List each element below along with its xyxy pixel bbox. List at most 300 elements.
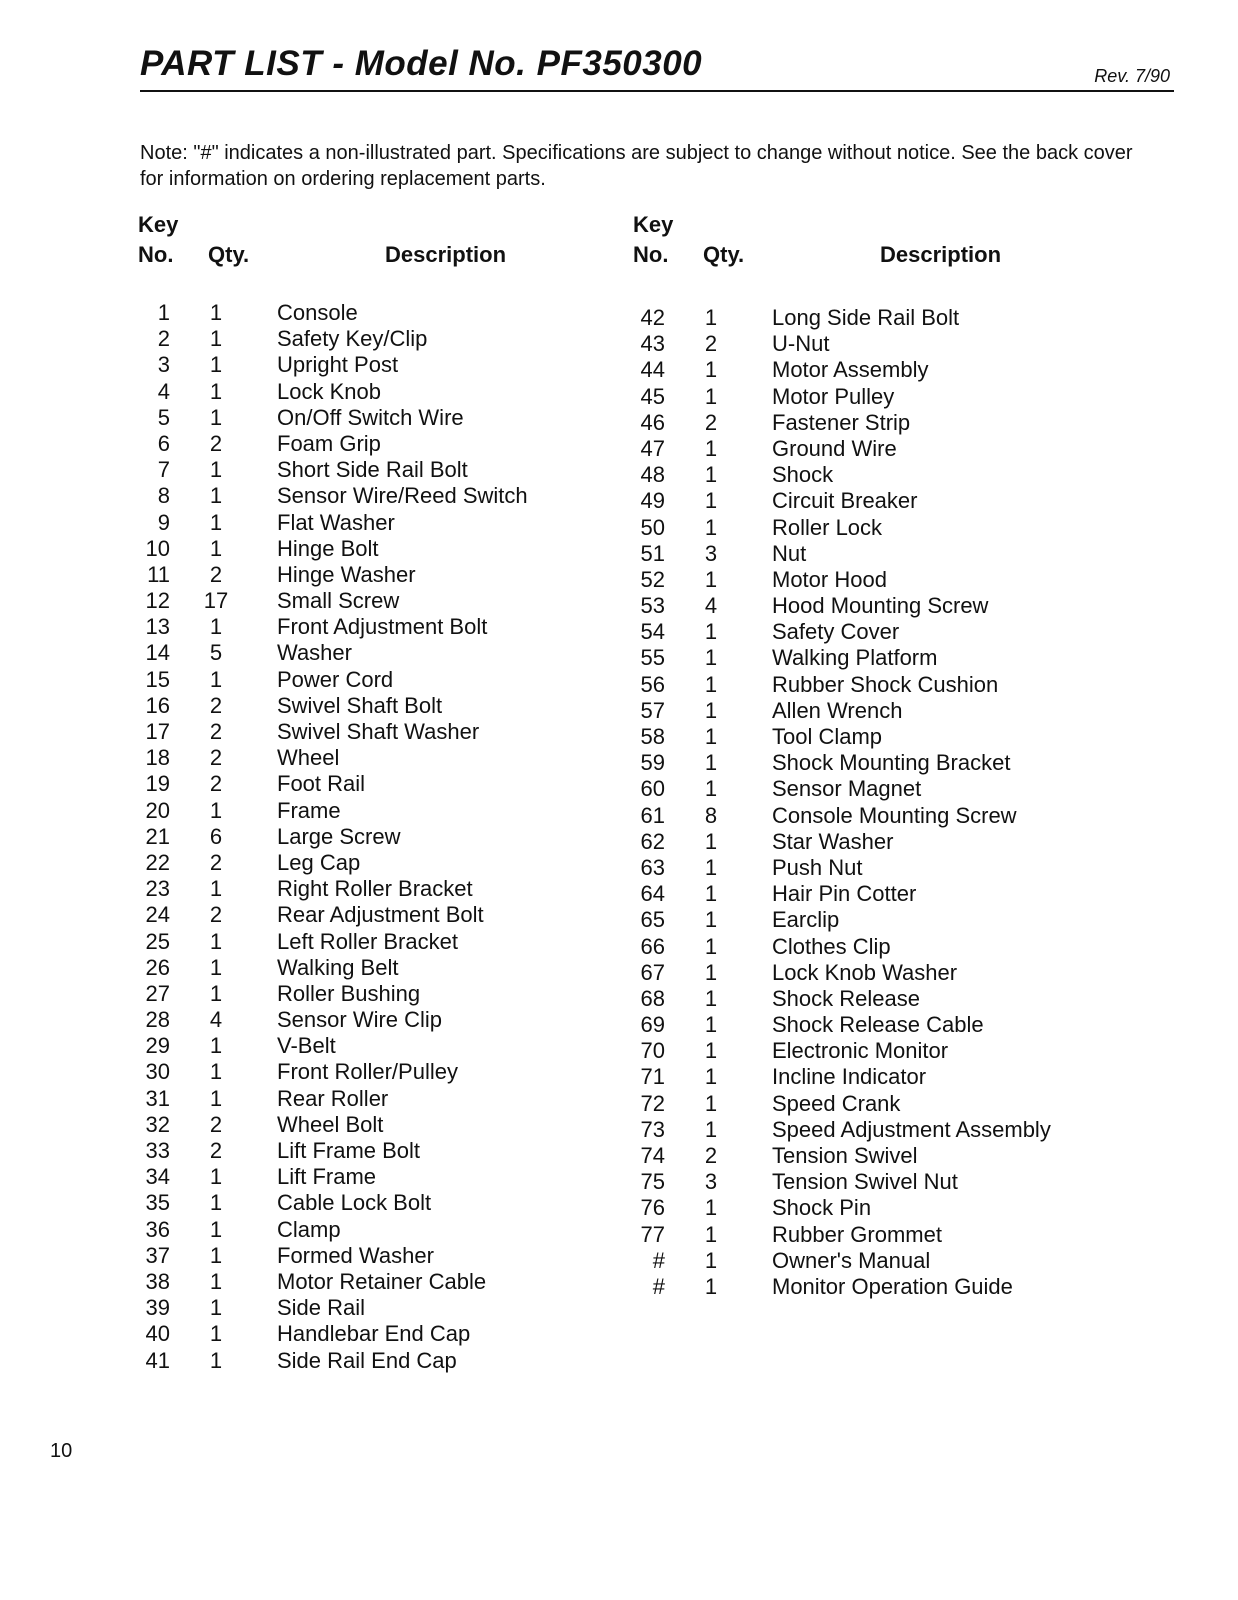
part-row	[615, 750, 1085, 776]
part-description: Frame	[277, 797, 341, 823]
part-qty: 5	[209, 640, 223, 666]
part-row	[615, 331, 1085, 357]
part-qty: 1	[704, 697, 718, 723]
part-description: Safety Key/Clip	[277, 326, 428, 352]
part-description: Clothes Clip	[772, 933, 891, 959]
part-row	[120, 405, 590, 431]
part-qty: 2	[209, 430, 223, 456]
part-description: Sensor Wire Clip	[277, 1007, 443, 1033]
part-key-no: 5	[157, 404, 170, 430]
part-description: Tool Clamp	[772, 724, 883, 749]
part-row	[120, 955, 590, 981]
part-qty: 1	[704, 1195, 718, 1221]
part-row	[120, 1138, 590, 1164]
part-qty: 1	[209, 1190, 223, 1216]
part-description: Allen Wrench	[772, 697, 903, 723]
part-key-no: 66	[640, 933, 665, 959]
part-description: Swivel Shaft Washer	[277, 719, 480, 744]
part-qty: 1	[704, 645, 718, 671]
part-qty: 1	[704, 907, 718, 933]
part-qty: 17	[203, 588, 229, 614]
part-qty: 1	[209, 326, 223, 352]
part-row	[615, 305, 1085, 331]
part-key-no: 69	[640, 1012, 665, 1038]
part-qty: 1	[209, 404, 223, 430]
part-row	[615, 1038, 1085, 1064]
note-text: Note: "#" indicates a non-illustrated part. Specifications are subject to change without notice. See the back cover for information on ordering replacement parts.	[140, 142, 1133, 190]
part-row	[120, 1190, 590, 1216]
part-description: Side Rail End Cap	[277, 1347, 457, 1373]
part-description: Clamp	[277, 1216, 341, 1242]
part-description: On/Off Switch Wire	[277, 404, 464, 430]
part-qty: 1	[704, 828, 718, 854]
part-key-no: 65	[640, 907, 665, 933]
part-key-no: 3	[157, 352, 170, 378]
part-row	[615, 1248, 1085, 1274]
part-row	[615, 384, 1085, 410]
part-qty: 1	[704, 959, 718, 985]
part-row	[120, 562, 590, 588]
part-description: Leg Cap	[277, 849, 361, 875]
part-row	[615, 829, 1085, 855]
part-qty: 1	[209, 1033, 223, 1059]
part-qty: 1	[209, 1242, 223, 1268]
part-qty: 1	[704, 1090, 718, 1116]
part-description: U-Nut	[772, 331, 830, 357]
part-qty: 1	[209, 1268, 223, 1294]
part-key-no: 72	[640, 1090, 665, 1116]
part-qty: 1	[704, 1038, 718, 1064]
part-row	[120, 876, 590, 902]
part-row	[615, 1091, 1085, 1117]
part-qty: 1	[209, 666, 223, 692]
part-description: Short Side Rail Bolt	[277, 457, 468, 483]
part-description: Motor Pulley	[772, 383, 895, 409]
part-key-no: 74	[640, 1143, 665, 1168]
part-qty: 1	[704, 985, 718, 1011]
part-description: Sensor Wire/Reed Switch	[277, 483, 528, 509]
part-row	[615, 357, 1085, 383]
part-key-no: 44	[640, 357, 665, 383]
part-row	[120, 902, 590, 928]
part-row	[120, 588, 590, 614]
part-description: Long Side Rail Bolt	[772, 305, 960, 330]
part-key-no: 50	[640, 514, 665, 540]
part-row	[120, 1269, 590, 1295]
part-key-no: 24	[145, 902, 170, 928]
part-qty: 1	[209, 535, 223, 561]
part-row	[120, 981, 590, 1007]
part-key-no: 52	[640, 566, 665, 592]
part-row	[615, 698, 1085, 724]
part-qty: 1	[704, 671, 718, 697]
part-qty: 3	[704, 1169, 718, 1195]
part-description: Monitor Operation Guide	[772, 1273, 1013, 1299]
parts-list-right	[615, 305, 1085, 1300]
part-row	[120, 929, 590, 955]
part-key-no: 60	[640, 776, 665, 802]
part-description: Swivel Shaft Bolt	[277, 692, 443, 718]
description-header: Description	[880, 242, 1002, 267]
part-qty: 1	[209, 457, 223, 483]
part-row	[120, 536, 590, 562]
part-key-no: 31	[145, 1085, 170, 1111]
part-row	[120, 352, 590, 378]
part-qty: 1	[704, 1116, 718, 1142]
part-qty: 2	[704, 409, 718, 435]
part-row	[615, 462, 1085, 488]
part-row	[615, 1012, 1085, 1038]
part-description: Flat Washer	[277, 509, 395, 535]
part-qty: 1	[209, 1059, 223, 1085]
part-row	[615, 986, 1085, 1012]
part-row	[615, 593, 1085, 619]
part-key-no: 7	[157, 457, 170, 483]
part-row	[120, 300, 590, 326]
part-key-no: 62	[640, 828, 665, 854]
part-qty: 1	[209, 1347, 223, 1373]
part-key-no: 45	[640, 383, 665, 409]
part-key-no: 63	[640, 854, 665, 880]
part-key-no: 41	[145, 1347, 170, 1373]
part-key-no: 15	[145, 666, 170, 692]
part-row	[120, 850, 590, 876]
part-key-no: 19	[145, 771, 170, 797]
part-description: Hinge Bolt	[277, 535, 379, 561]
part-row	[615, 645, 1085, 671]
part-qty: 2	[209, 745, 223, 771]
part-description: Electronic Monitor	[772, 1038, 949, 1064]
part-row	[120, 431, 590, 457]
key-no-header: Key No.	[138, 212, 179, 267]
part-qty: 1	[704, 1012, 718, 1038]
part-key-no: 6	[157, 430, 170, 456]
part-qty: 1	[209, 614, 223, 640]
part-key-no: 8	[157, 483, 170, 509]
part-qty: 1	[704, 566, 718, 592]
part-key-no: 30	[145, 1059, 170, 1085]
part-qty: 1	[704, 619, 718, 645]
part-qty: 2	[209, 1138, 223, 1163]
part-description: Rubber Shock Cushion	[772, 671, 999, 697]
part-qty: 1	[209, 1321, 223, 1347]
part-description: Front Roller/Pulley	[277, 1059, 458, 1085]
part-qty: 1	[704, 881, 718, 907]
part-description: Hair Pin Cotter	[772, 881, 917, 907]
part-key-no: 57	[640, 697, 665, 723]
part-row	[120, 719, 590, 745]
part-row	[120, 614, 590, 640]
part-key-no: 26	[145, 954, 170, 980]
page-header	[140, 44, 1174, 92]
part-description: Lock Knob	[277, 378, 381, 404]
part-row	[120, 824, 590, 850]
part-key-no: 13	[145, 614, 170, 640]
part-row	[615, 436, 1085, 462]
part-row	[615, 672, 1085, 698]
part-key-no: 37	[145, 1242, 170, 1268]
part-key-no: 54	[640, 619, 665, 645]
part-description: Wheel Bolt	[277, 1111, 384, 1137]
parts-column-left	[120, 210, 590, 1374]
part-key-no: 43	[640, 331, 665, 357]
part-qty: 1	[209, 352, 223, 378]
part-row	[120, 1059, 590, 1085]
part-qty: 2	[209, 719, 223, 744]
part-description: Rear Adjustment Bolt	[277, 902, 484, 928]
part-key-no: 61	[640, 802, 665, 828]
part-description: Lift Frame	[277, 1164, 377, 1190]
part-description: Owner's Manual	[772, 1247, 931, 1273]
key-no-header: Key No.	[633, 212, 674, 267]
part-key-no: 21	[145, 823, 170, 849]
qty-header: Qty.	[208, 242, 250, 267]
part-qty: 1	[209, 797, 223, 823]
part-qty: 2	[209, 692, 223, 718]
part-row	[615, 488, 1085, 514]
part-description: Ground Wire	[772, 435, 897, 461]
part-key-no: 55	[640, 645, 665, 671]
part-key-no: 64	[640, 881, 665, 907]
part-key-no: 46	[640, 409, 665, 435]
part-qty: 1	[704, 435, 718, 461]
part-row	[615, 724, 1085, 750]
part-key-no: 11	[147, 561, 170, 587]
part-description: Left Roller Bracket	[277, 928, 458, 954]
part-row	[120, 640, 590, 666]
part-qty: 4	[704, 593, 718, 619]
part-row	[615, 1169, 1085, 1195]
part-row	[120, 483, 590, 509]
part-row	[615, 619, 1085, 645]
part-description: Motor Assembly	[772, 357, 929, 383]
part-row	[615, 1117, 1085, 1143]
parts-list-left	[120, 300, 590, 1374]
part-row	[120, 326, 590, 352]
part-qty: 2	[704, 1143, 718, 1168]
part-row	[615, 776, 1085, 802]
part-description: Large Screw	[277, 823, 401, 849]
part-description: Walking Belt	[277, 954, 399, 980]
part-row	[615, 855, 1085, 881]
part-key-no: 4	[157, 378, 170, 404]
part-row	[120, 745, 590, 771]
part-description: Incline Indicator	[772, 1064, 927, 1090]
part-row	[120, 1348, 590, 1374]
part-key-no: 20	[145, 797, 170, 823]
part-qty: 1	[209, 300, 223, 325]
part-key-no: 12	[145, 588, 170, 614]
part-description: Right Roller Bracket	[277, 876, 473, 902]
part-row	[120, 771, 590, 797]
part-qty: 1	[704, 488, 718, 514]
part-description: Washer	[277, 640, 352, 666]
part-row	[615, 567, 1085, 593]
part-qty: 1	[704, 1273, 718, 1299]
part-description: Shock Release	[772, 985, 920, 1011]
part-key-no: 16	[145, 692, 170, 718]
part-key-no: 56	[640, 671, 665, 697]
part-qty: 1	[209, 378, 223, 404]
part-description: Star Washer	[772, 828, 894, 854]
part-qty: 1	[704, 854, 718, 880]
part-row	[615, 1195, 1085, 1221]
page-number: 10	[50, 1440, 73, 1462]
part-qty: 1	[704, 933, 718, 959]
part-description: Push Nut	[772, 854, 863, 880]
part-key-no: 73	[640, 1116, 665, 1142]
part-description: Speed Crank	[772, 1090, 901, 1116]
part-key-no: 25	[145, 928, 170, 954]
part-description: Walking Platform	[772, 645, 938, 671]
part-key-no: 38	[145, 1268, 170, 1294]
part-qty: 1	[209, 928, 223, 954]
part-description: Foam Grip	[277, 430, 381, 456]
part-description: Roller Lock	[772, 514, 883, 540]
part-description: Circuit Breaker	[772, 488, 918, 514]
part-row	[615, 1274, 1085, 1300]
part-qty: 1	[704, 1064, 718, 1090]
part-key-no: 28	[145, 1007, 170, 1033]
part-description: Fastener Strip	[772, 409, 911, 435]
part-key-no: 49	[640, 488, 665, 514]
part-row	[615, 515, 1085, 541]
part-description: Side Rail	[277, 1295, 366, 1321]
part-qty: 1	[209, 1164, 223, 1190]
part-description: Motor Hood	[772, 566, 887, 592]
part-row	[120, 510, 590, 536]
part-qty: 1	[704, 724, 718, 749]
part-row	[120, 667, 590, 693]
part-description: Cable Lock Bolt	[277, 1190, 432, 1216]
part-description: V-Belt	[277, 1033, 336, 1059]
part-row	[615, 1222, 1085, 1248]
part-row	[120, 457, 590, 483]
part-description: Shock Release Cable	[772, 1012, 984, 1038]
part-key-no: 9	[157, 509, 170, 535]
part-description: Rear Roller	[277, 1085, 389, 1111]
part-qty: 3	[704, 540, 718, 566]
part-key-no: 71	[640, 1064, 665, 1090]
part-key-no: 22	[145, 849, 170, 875]
part-key-no: #	[652, 1273, 665, 1299]
part-row	[615, 934, 1085, 960]
page-title: PART LIST - Model No. PF350300	[140, 44, 703, 83]
part-row	[615, 803, 1085, 829]
part-row	[615, 410, 1085, 436]
part-qty: 1	[209, 509, 223, 535]
part-qty: 1	[704, 383, 718, 409]
part-description: Speed Adjustment Assembly	[772, 1116, 1051, 1142]
part-description: Rubber Grommet	[772, 1221, 942, 1247]
part-row	[120, 1086, 590, 1112]
part-qty: 2	[209, 561, 223, 587]
part-qty: 2	[209, 1111, 223, 1137]
part-row	[120, 1007, 590, 1033]
part-qty: 2	[209, 902, 223, 928]
part-qty: 1	[209, 1085, 223, 1111]
part-row	[615, 1064, 1085, 1090]
part-description: Upright Post	[277, 352, 399, 378]
part-key-no: 59	[640, 750, 665, 776]
part-row	[120, 1321, 590, 1347]
part-description: Power Cord	[277, 666, 394, 692]
part-description: Motor Retainer Cable	[277, 1268, 487, 1294]
part-key-no: 27	[145, 980, 170, 1006]
revision-label: Rev. 7/90	[1094, 66, 1170, 86]
qty-header: Qty.	[703, 242, 745, 267]
part-qty: 1	[704, 514, 718, 540]
part-qty: 2	[704, 331, 718, 357]
description-header: Description	[385, 242, 507, 267]
part-description: Hinge Washer	[277, 561, 416, 587]
part-description: Tension Swivel	[772, 1143, 918, 1168]
part-description: Small Screw	[277, 588, 400, 614]
part-description: Shock Mounting Bracket	[772, 750, 1011, 776]
part-key-no: 36	[145, 1216, 170, 1242]
parts-column-right	[615, 210, 1085, 1300]
part-qty: 1	[209, 980, 223, 1006]
part-key-no: 51	[640, 540, 665, 566]
part-key-no: 67	[640, 959, 665, 985]
part-key-no: 14	[145, 640, 170, 666]
part-row	[120, 1164, 590, 1190]
part-key-no: 68	[640, 985, 665, 1011]
part-key-no: 32	[145, 1111, 170, 1137]
part-key-no: 53	[640, 593, 665, 619]
part-qty: 1	[704, 1247, 718, 1273]
part-description: Lock Knob Washer	[772, 959, 958, 985]
part-key-no: 70	[640, 1038, 665, 1064]
part-row	[615, 541, 1085, 567]
part-description: Earclip	[772, 907, 840, 933]
part-row	[615, 1143, 1085, 1169]
part-qty: 1	[209, 1295, 223, 1321]
part-qty: 1	[209, 1216, 223, 1242]
part-key-no: 58	[640, 724, 665, 749]
part-row	[120, 798, 590, 824]
part-qty: 1	[704, 305, 718, 330]
part-key-no: 75	[640, 1169, 665, 1195]
part-key-no: 76	[640, 1195, 665, 1221]
part-key-no: 40	[145, 1321, 170, 1347]
part-qty: 6	[209, 823, 223, 849]
part-key-no: #	[652, 1247, 665, 1273]
part-key-no: 10	[145, 535, 170, 561]
part-description: Front Adjustment Bolt	[277, 614, 488, 640]
part-key-no: 33	[145, 1138, 170, 1163]
part-description: Console	[277, 300, 358, 325]
part-qty: 1	[209, 954, 223, 980]
part-qty: 4	[209, 1007, 223, 1033]
part-key-no: 23	[145, 876, 170, 902]
part-row	[120, 1033, 590, 1059]
part-qty: 2	[209, 849, 223, 875]
part-key-no: 47	[640, 435, 665, 461]
part-description: Safety Cover	[772, 619, 900, 645]
part-qty: 1	[704, 462, 718, 488]
part-qty: 1	[209, 483, 223, 509]
part-description: Hood Mounting Screw	[772, 593, 989, 619]
part-description: Handlebar End Cap	[277, 1321, 471, 1347]
part-row	[120, 1112, 590, 1138]
part-qty: 8	[704, 802, 718, 828]
part-description: Console Mounting Screw	[772, 802, 1017, 828]
part-key-no: 39	[145, 1295, 170, 1321]
part-qty: 1	[704, 357, 718, 383]
part-qty: 2	[209, 771, 223, 797]
part-description: Roller Bushing	[277, 980, 421, 1006]
